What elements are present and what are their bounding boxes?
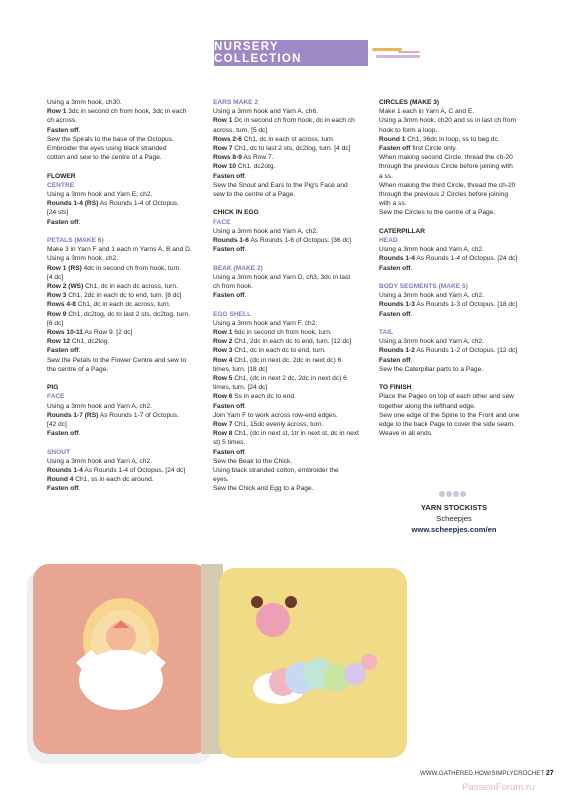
pattern-line (47, 466, 207, 475)
pattern-line (379, 245, 541, 254)
pattern-line (213, 282, 375, 291)
instruction-text: st) 5 times. (213, 439, 246, 447)
instruction-text: . (244, 448, 247, 456)
instruction-text: Sew the Caterpillar parts to a Page. (379, 365, 484, 373)
instruction-text: [4 dc] (47, 273, 64, 281)
pattern-line (47, 420, 207, 429)
instruction-label: Row 1 (47, 108, 67, 116)
instruction-text: through the previous 2 Circles before joining (379, 191, 509, 199)
instruction-text: Sew the Spirals to the base of the Octopus. (47, 135, 174, 143)
pattern-line (213, 337, 375, 346)
pattern-line (213, 291, 375, 300)
pattern-line (47, 291, 207, 300)
spacer (379, 273, 541, 282)
instruction-text: Sew one edge of the Spine to the Front and one (379, 411, 520, 419)
pattern-line (379, 144, 541, 153)
pattern-line (379, 126, 541, 135)
section-title: NURSERY COLLECTION (214, 41, 302, 65)
instruction-text: As Row 9. [2 dc] (82, 329, 133, 337)
pattern-line (379, 254, 541, 263)
instruction-text: Ch1, dc to last 2 sts, dc2tog, turn. [4 dc] (232, 145, 351, 153)
instruction-label: Fasten off (47, 347, 79, 355)
instruction-text: Using a 3mm hook and Yarn A, ch2. (379, 338, 484, 346)
instruction-text: 6dc in second ch from hook, turn. (232, 329, 332, 337)
instruction-text: As Rounds 1-3 of Octopus. [18 dc] (414, 301, 518, 309)
instruction-text: As Rounds 1-4 of Octopus. (98, 200, 179, 208)
instruction-label: Round 1 (379, 135, 406, 143)
pattern-line (47, 199, 207, 208)
pattern-line (213, 319, 375, 328)
instruction-text: As Rounds 1-2 of Octopus. [12 dc] (414, 347, 518, 355)
instruction-text: Using a 3mm hook, ch20 and ss in last ch from (379, 117, 517, 125)
instruction-label: Rounds 1-4 (RS) (47, 200, 99, 208)
pattern-line (213, 236, 375, 245)
pattern-line (379, 181, 541, 190)
instruction-label: Fasten off (379, 356, 411, 364)
instruction-label: Row 4 (213, 356, 233, 364)
instruction-text: As Rounds 1-4 of Octopus. [24 dc] (82, 467, 186, 475)
instruction-text: Using a 3mm hook and Yarn A, ch6. (213, 108, 318, 116)
pattern-line (213, 457, 375, 466)
section-banner (214, 40, 368, 66)
spacer (47, 227, 207, 236)
pattern-line (213, 383, 375, 392)
instruction-text: 3dc in second ch from hook, 3dc in each (66, 108, 187, 116)
pattern-line (213, 245, 375, 254)
pattern-line (213, 475, 375, 484)
instruction-text: Ch1, 36dc in loop, ss to beg dc. (405, 135, 500, 143)
instruction-text: eyes. (213, 476, 229, 484)
instruction-label: Fasten off (213, 172, 245, 180)
pattern-line (379, 310, 541, 319)
section-heading: CHICK IN EGG (213, 209, 259, 217)
instruction-text: edge to the back Page to cover the side seam. (379, 421, 515, 429)
section-heading: CIRCLES (MAKE 3) (379, 99, 440, 106)
instruction-text: Using a 3mm hook and Yarn F, ch2. (213, 319, 318, 327)
instruction-text: . (244, 402, 247, 410)
pattern-line (47, 144, 207, 153)
instruction-text: Using a 3mm hook and Yarn A, ch2. (379, 292, 484, 300)
instruction-label: Row 12 (47, 338, 71, 346)
instruction-label: Fasten off (379, 310, 411, 318)
instruction-text: Using a 3mm hook and Yarn A, ch2. (47, 402, 152, 410)
pattern-line (47, 337, 207, 346)
section-heading: CATERPILLAR (379, 227, 426, 235)
instruction-text: Ch1, dc in each st across, turn. (241, 135, 335, 143)
pattern-line (213, 126, 375, 135)
instruction-label: Fasten off (379, 264, 411, 272)
instruction-text: Make 3 in Yarn F and 1 each in Yarns A, B and D. (47, 246, 192, 254)
pattern-line (47, 365, 207, 374)
subsection-heading: BEAK (MAKE 2) (213, 264, 263, 272)
stockists-title: YARN STOCKISTS (420, 503, 488, 512)
pattern-line (47, 319, 207, 328)
spacer (379, 374, 541, 383)
pattern-line (213, 438, 375, 447)
instruction-text: first Circle only. (410, 145, 457, 153)
pattern-line (379, 107, 541, 116)
footer-site: WWW.GATHERED.HOW/SIMPLYCROCHET (420, 770, 545, 777)
instruction-text: ch from hook. (213, 283, 253, 291)
pattern-line (213, 448, 375, 457)
instruction-text: As Rounds 1-6 of Octopus. [36 dc] (248, 237, 352, 245)
subsection-heading: SNOUT (47, 448, 71, 456)
instruction-label: Row 7 (213, 145, 233, 153)
instruction-text: As Rounds 1-4 of Octopus. [24 dc] (414, 255, 518, 263)
pattern-line (379, 153, 541, 162)
instruction-text: Embroider the eyes using black stranded (47, 145, 167, 153)
instruction-text: Using black stranded cotton, embroider the (213, 467, 339, 475)
pattern-line (47, 116, 207, 125)
instruction-label: Row 3 (213, 347, 233, 355)
decorative-divider (438, 490, 468, 498)
stockists-brand: Scheepjes (436, 514, 472, 523)
instruction-text: 4dc in second ch from hook, turn. (81, 264, 182, 272)
pattern-line (47, 310, 207, 319)
instruction-text: Ss in each dc to end. (232, 393, 296, 401)
instruction-label: Row 1 (213, 117, 233, 125)
instruction-text: As Row 7. (241, 154, 274, 162)
instruction-text: [42 dc] (47, 421, 67, 429)
subsection-heading: TAIL (379, 329, 394, 337)
instruction-text: When making the third Circle, thread the ch-20 (379, 181, 516, 189)
instruction-text: Ch1, dc2otg. (236, 163, 276, 171)
column-right (379, 98, 541, 438)
pattern-line (379, 356, 541, 365)
instruction-text: Using a 3mm hook and Yarn A, ch2. (213, 227, 318, 235)
pattern-line (47, 264, 207, 273)
instruction-label: Row 10 (213, 163, 237, 171)
instruction-text: Dc in second ch from hook, dc in each ch (232, 117, 355, 125)
chick-illustration (79, 598, 163, 710)
pattern-line (379, 392, 541, 401)
pattern-line (213, 429, 375, 438)
instruction-text: Sew the Beak to the Chick. (213, 457, 293, 465)
pattern-line (47, 107, 207, 116)
section-heading: FLOWER (47, 172, 76, 180)
pattern-line (213, 107, 375, 116)
pattern-line (379, 402, 541, 411)
instruction-label: Row 3 (47, 292, 67, 300)
instruction-label: Fasten off (47, 485, 79, 493)
yarn-stockists (378, 502, 530, 535)
pattern-line (379, 365, 541, 374)
spacer (47, 162, 207, 171)
instruction-text: . (78, 347, 81, 355)
instruction-text: Place the Pages on top of each other and sew (379, 393, 514, 401)
pattern-line (379, 429, 541, 438)
instruction-text: . (78, 485, 81, 493)
pattern-line (379, 190, 541, 199)
pattern-line (379, 291, 541, 300)
instruction-text: the centre of a Page. (47, 365, 109, 373)
pattern-line (213, 466, 375, 475)
instruction-label: Round 4 (47, 476, 74, 484)
pattern-line (213, 144, 375, 153)
instruction-label: Rows 4-8 (47, 301, 76, 309)
instruction-label: Row 6 (213, 393, 233, 401)
subsection-heading: CENTRE (47, 181, 75, 189)
section-heading: PIG (47, 384, 59, 392)
instruction-text: Ch1, (dc in next 2 dc, 2dc in next dc) 6 (232, 375, 347, 383)
instruction-label: Rounds 1-6 (213, 237, 249, 245)
instruction-text: . (244, 172, 247, 180)
pattern-line (213, 227, 375, 236)
instruction-label: Rounds 1-4 (379, 255, 415, 263)
instruction-label: Row 5 (213, 375, 233, 383)
pattern-line (47, 208, 207, 217)
instruction-text: As Rounds 1-7 of Octopus. (98, 411, 179, 419)
subsection-heading: EARS MAKE 2 (213, 99, 259, 106)
instruction-label: Rows 8-9 (213, 154, 242, 162)
instruction-text: Ch1, dc in each dc across, turn. (75, 301, 171, 309)
instruction-text: Using a 3mm hook and Yarn E, ch2. (47, 191, 153, 199)
instruction-label: Row 8 (213, 430, 233, 438)
instruction-text: Using a 3mm hook and Yarn A, ch2. (379, 246, 484, 254)
pattern-line (47, 245, 207, 254)
instruction-text: [24 sts] (47, 209, 69, 217)
instruction-label: Fasten off (213, 448, 245, 456)
subsection-heading: FACE (47, 393, 65, 401)
instruction-text: Using a 3mm hook and Yarn D, ch3, 3dc in last (213, 273, 351, 281)
pattern-line (47, 126, 207, 135)
subsection-heading: FACE (213, 218, 231, 226)
instruction-label: Fasten off (47, 126, 79, 134)
pattern-line (213, 420, 375, 429)
instruction-label: Rounds 1-3 (379, 301, 415, 309)
instruction-text: across, turn. [5 dc] (213, 126, 268, 134)
instruction-text: times, turn. [18 dc] (213, 365, 268, 373)
pattern-line (47, 300, 207, 309)
instruction-text: Ch1, ss in each dc around. (73, 476, 154, 484)
pattern-line (47, 190, 207, 199)
instruction-text: When making second Circle, thread the ch-20 (379, 154, 513, 162)
instruction-label: Rounds 1-2 (379, 347, 415, 355)
instruction-text: Join Yarn F to work across row-end edges. (213, 411, 338, 419)
pattern-line (379, 208, 541, 217)
pattern-line (379, 300, 541, 309)
instruction-text: Sew the Circles to the centre of a Page. (379, 209, 496, 217)
instruction-text: with a ss. (379, 200, 407, 208)
pattern-line (213, 181, 375, 190)
instruction-text: a ss. (379, 172, 393, 180)
pattern-line (213, 162, 375, 171)
pattern-line (47, 429, 207, 438)
instruction-label: Fasten off (213, 292, 245, 300)
pattern-line (213, 172, 375, 181)
instruction-text: Sew the Chick and Egg to a Page. (213, 485, 314, 493)
instruction-text: . (410, 310, 413, 318)
instruction-text: [6 dc] (47, 319, 64, 327)
instruction-label: Rounds 1-7 (RS) (47, 411, 99, 419)
instruction-label: Rows 2-6 (213, 135, 242, 143)
pattern-line (213, 484, 375, 493)
pattern-line (213, 402, 375, 411)
instruction-text: Sew the Petals to the Flower Centre and sew to (47, 356, 187, 364)
pattern-line (47, 402, 207, 411)
pattern-line (213, 190, 375, 199)
pattern-line (379, 411, 541, 420)
instruction-text: Using a 3mm hook, ch2. (47, 255, 119, 263)
spacer (213, 300, 375, 309)
pattern-line (47, 98, 207, 107)
instruction-text: cotton and sew to the centre of a Page. (47, 154, 162, 162)
pattern-line (47, 411, 207, 420)
instruction-text: Sew the Snout and Ears to the Pig's Face and (213, 181, 348, 189)
pattern-line (47, 356, 207, 365)
instruction-text: Using a 3mm hook and Yarn A, ch2. (47, 457, 152, 465)
pattern-line (47, 328, 207, 337)
pattern-line (47, 457, 207, 466)
pattern-line (213, 116, 375, 125)
spacer (47, 438, 207, 447)
instruction-text: . (78, 126, 81, 134)
page-number: 27 (545, 770, 554, 777)
instruction-label: Row 1 (213, 329, 233, 337)
instruction-text: . (78, 430, 81, 438)
instruction-label: Fasten off (47, 218, 79, 226)
pattern-line (47, 273, 207, 282)
spacer (379, 319, 541, 328)
instruction-text: sew to the centre of a Page. (213, 191, 296, 199)
spacer (213, 254, 375, 263)
instruction-text: . (244, 246, 247, 254)
instruction-label: Rows 10-11 (47, 329, 83, 337)
pattern-line (213, 392, 375, 401)
pattern-line (213, 273, 375, 282)
instruction-label: Fasten off (213, 402, 245, 410)
pattern-line (379, 162, 541, 171)
pattern-line (47, 135, 207, 144)
paint-streak-pink (398, 51, 420, 53)
instruction-label: Row 2 (WS) (47, 283, 84, 291)
instruction-text: hook to form a loop. (379, 126, 438, 134)
subsection-heading: HEAD (379, 237, 398, 245)
section-heading: TO FINISH (379, 384, 412, 392)
instruction-text: Using a 3mm hook, ch30. (47, 99, 122, 106)
pattern-line (47, 282, 207, 291)
pattern-line (379, 199, 541, 208)
instruction-text: through the previous Circle before joining with (379, 163, 513, 171)
pattern-line (379, 264, 541, 273)
instruction-text: Ch1, dc2tog, dc to last 2 sts, dc2tog, turn. (66, 310, 190, 318)
pattern-line (213, 153, 375, 162)
instruction-text: Ch1, dc in each dc across, turn. (83, 283, 178, 291)
spacer (47, 374, 207, 383)
watermark: PassionForum.ru (462, 782, 535, 793)
pattern-line (213, 411, 375, 420)
instruction-label: Row 2 (213, 338, 233, 346)
instruction-text: Ch1, dc in each dc to end, turn. (232, 347, 326, 355)
instruction-label: Row 1 (RS) (47, 264, 82, 272)
instruction-label: Rounds 1-4 (47, 467, 83, 475)
pattern-line (379, 337, 541, 346)
pattern-line (47, 153, 207, 162)
instruction-text: Ch1, 2dc in each dc to end, turn. [8 dc] (66, 292, 182, 300)
instruction-label: Row 9 (47, 310, 67, 318)
instruction-text: Ch1, dc2tog. (70, 338, 110, 346)
pattern-line (379, 346, 541, 355)
pattern-line (47, 475, 207, 484)
pattern-line (379, 135, 541, 144)
page-footer (420, 770, 554, 777)
instruction-text: . (78, 218, 81, 226)
instruction-label: Fasten off (47, 430, 79, 438)
column-middle (213, 98, 375, 494)
instruction-text: Ch1, (dc in next dc, 2dc in next dc) 6 (232, 356, 342, 364)
pattern-line (47, 218, 207, 227)
pattern-line (213, 135, 375, 144)
pattern-line (47, 346, 207, 355)
spacer (379, 218, 541, 227)
pattern-line (213, 328, 375, 337)
subsection-heading: BODY SEGMENTS (MAKE 5) (379, 283, 468, 291)
instruction-label: Fasten off (379, 145, 411, 153)
pattern-line (213, 346, 375, 355)
instruction-text: times, turn. [24 dc] (213, 384, 268, 392)
stockists-url[interactable]: www.scheepjes.com/en (411, 525, 497, 534)
pattern-line (213, 365, 375, 374)
instruction-label: Fasten off (213, 246, 245, 254)
instruction-text: Ch1, (dc in next st, 1tr in next st, dc in next (232, 430, 359, 438)
pattern-line (379, 116, 541, 125)
instruction-text: . (410, 264, 413, 272)
crochet-book-photo (25, 562, 410, 770)
pattern-line (47, 484, 207, 493)
pattern-line (47, 254, 207, 263)
column-left (47, 98, 207, 494)
instruction-text: Weave in all ends. (379, 430, 433, 438)
instruction-text: together along the lefthand edge. (379, 402, 476, 410)
pattern-line (213, 374, 375, 383)
paint-streak-purple (376, 55, 420, 58)
subsection-heading: PETALS (MAKE 6) (47, 237, 104, 245)
spacer (213, 199, 375, 208)
instruction-text: . (410, 356, 413, 364)
instruction-text: Ch1, 2dc in each dc to end, turn. [12 dc] (232, 338, 352, 346)
instruction-text: ch across. (47, 117, 78, 125)
pattern-line (379, 172, 541, 181)
subsection-heading: EGG SHELL (213, 310, 252, 318)
instruction-text: Ch1, 15dc evenly across, turn. (232, 421, 324, 429)
pattern-line (379, 420, 541, 429)
instruction-text: Make 1 each in Yarn A, C and E. (379, 108, 475, 116)
pattern-line (213, 356, 375, 365)
instruction-label: Row 7 (213, 421, 233, 429)
instruction-text: . (244, 292, 247, 300)
